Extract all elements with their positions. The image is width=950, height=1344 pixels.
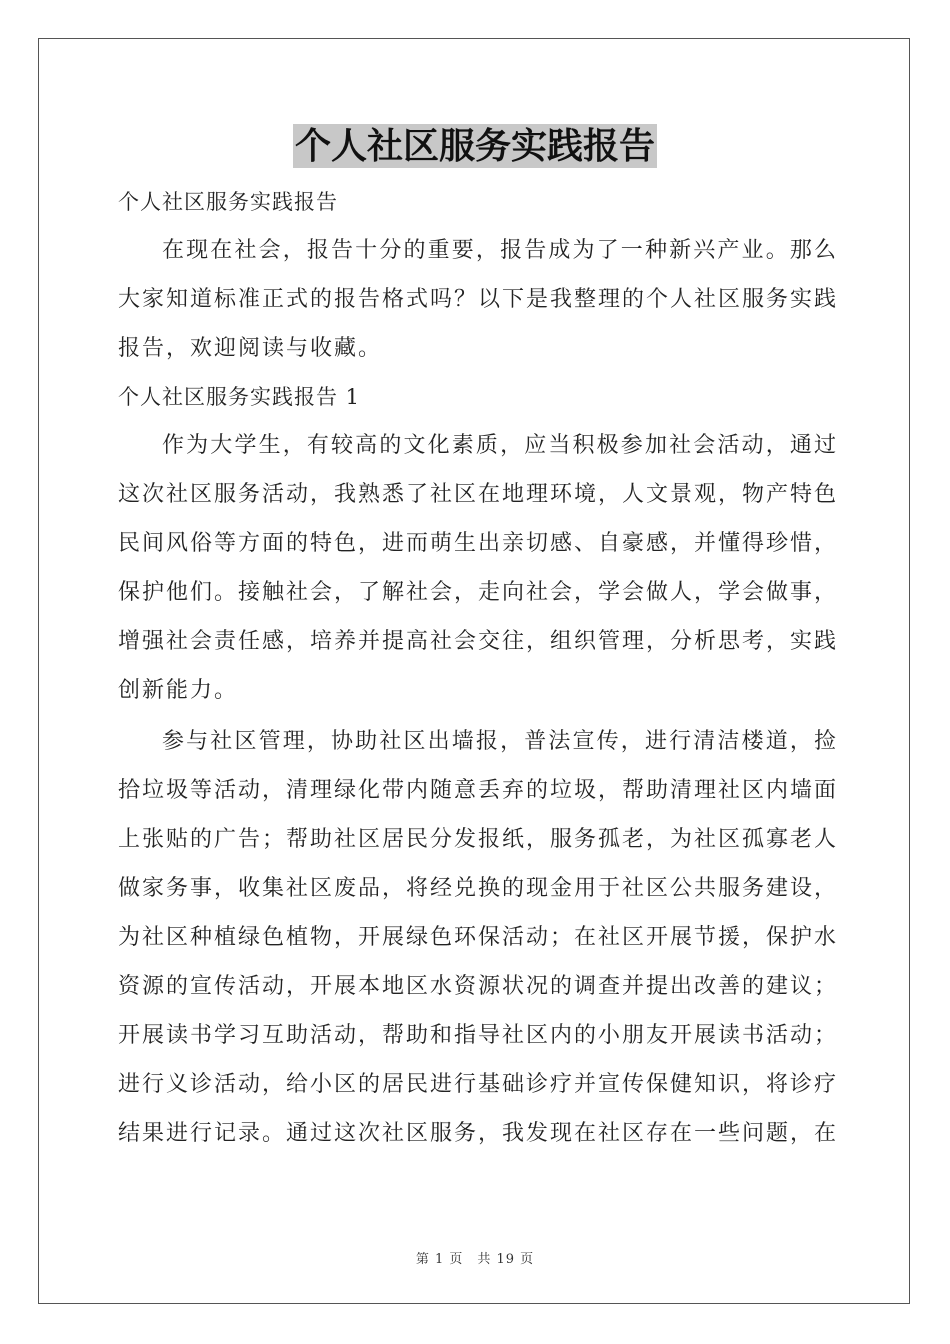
document-subtitle: 个人社区服务实践报告	[118, 190, 338, 214]
intro-paragraph: 在现在社会，报告十分的重要，报告成为了一种新兴产业。那么大家知道标准正式的报告格式吗？以下是我整理的个人社区服务实践报告，欢迎阅读与收藏。	[118, 238, 839, 361]
body-paragraph-1: 作为大学生，有较高的文化素质，应当积极参加社会活动，通过这次社区服务活动，我熟悉了社区在地理环境，人文景观，物产特色民间风俗等方面的特色，进而萌生出亲切感、自豪感，并懂得珍惜，保护他们。接触社会，了解社会，走向社会，学会做人，学会做事，增强社会责任感，培养并提高社会交往，组织管理，分析思考，实践创新能力。	[118, 433, 839, 703]
section-heading: 个人社区服务实践报告 1	[118, 385, 361, 409]
document-body	[118, 178, 838, 1158]
body-paragraph-2: 参与社区管理，协助社区出墙报，普法宣传，进行清洁楼道，捡拾垃圾等活动，清理绿化带内随意丢弃的垃圾，帮助清理社区内墙面上张贴的广告；帮助社区居民分发报纸，服务孤老，为社区孤寡老人做家务事，收集社区废品，将经兑换的现金用于社区公共服务建设，为社区种植绿色植物，开展绿色环保活动；在社区开展节援，保护水资源的宣传活动，开展本地区水资源状况的调查并提出改善的建议；开展读书学习互助活动，帮助和指导社区内的小朋友开展读书活动；进行义诊活动，给小区的居民进行基础诊疗并宣传保健知识，将诊疗结果进行记录。通过这次社区服务，我发现在社区存在一些问题，在	[118, 729, 839, 1146]
page-footer: 第 1 页 共 19 页	[415, 1252, 535, 1267]
title-container	[0, 124, 950, 168]
document-title: 个人社区服务实践报告	[294, 125, 655, 167]
